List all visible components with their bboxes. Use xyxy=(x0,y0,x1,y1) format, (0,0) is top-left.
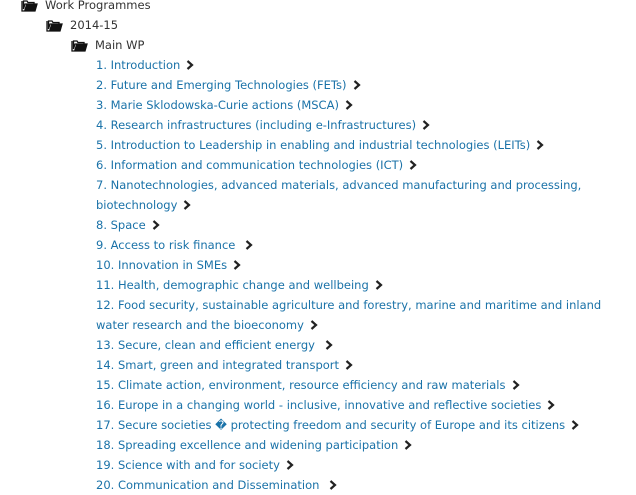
chevron-right-icon[interactable] xyxy=(325,340,333,350)
work-programme-list xyxy=(96,55,616,495)
wp-link[interactable]: 15. Climate action, environment, resource efficiency and raw materials xyxy=(96,378,506,392)
chevron-right-icon[interactable] xyxy=(310,320,318,330)
tree-label-work-programmes: Work Programmes xyxy=(45,0,151,12)
list-item xyxy=(96,395,616,415)
list-item xyxy=(96,235,616,255)
list-item xyxy=(96,335,616,355)
list-item xyxy=(96,255,616,275)
list-item xyxy=(96,175,616,215)
chevron-right-icon[interactable] xyxy=(152,220,160,230)
list-item xyxy=(96,375,616,395)
wp-link[interactable]: 10. Innovation in SMEs xyxy=(96,258,228,272)
chevron-right-icon[interactable] xyxy=(345,100,353,110)
wp-link[interactable]: 12. Food security, sustainable agriculture and forestry, marine and maritime and inland water research and the bioeconomy xyxy=(96,298,602,332)
chevron-right-icon[interactable] xyxy=(409,160,417,170)
list-item xyxy=(96,95,616,115)
tree-label-main-wp: Main WP xyxy=(95,38,145,52)
list-item xyxy=(96,115,616,135)
wp-link[interactable]: 8. Space xyxy=(96,218,146,232)
wp-link[interactable]: 20. Communication and Dissemination xyxy=(96,478,324,492)
folder-open-icon xyxy=(21,0,38,12)
wp-link[interactable]: 6. Information and communication technologies (ICT) xyxy=(96,158,404,172)
chevron-right-icon[interactable] xyxy=(329,480,337,490)
chevron-right-icon[interactable] xyxy=(536,140,544,150)
tree-node-main-wp[interactable] xyxy=(71,35,144,55)
wp-link[interactable]: 11. Health, demographic change and wellbeing xyxy=(96,278,369,292)
list-item xyxy=(96,415,616,435)
chevron-right-icon[interactable] xyxy=(183,200,191,210)
list-item xyxy=(96,135,616,155)
chevron-right-icon[interactable] xyxy=(404,440,412,450)
chevron-right-icon[interactable] xyxy=(233,260,241,270)
list-item xyxy=(96,475,616,495)
list-item xyxy=(96,55,616,75)
list-item xyxy=(96,275,616,295)
wp-link[interactable]: 1. Introduction xyxy=(96,58,181,72)
chevron-right-icon[interactable] xyxy=(286,460,294,470)
list-item xyxy=(96,155,616,175)
wp-link[interactable]: 17. Secure societies � protecting freedom and security of Europe and its citizens xyxy=(96,418,566,432)
wp-link[interactable]: 7. Nanotechnologies, advanced materials, advanced manufacturing and processing, biotechnology xyxy=(96,178,582,212)
tree-node-2014-15[interactable] xyxy=(46,15,118,35)
chevron-right-icon[interactable] xyxy=(345,360,353,370)
chevron-right-icon[interactable] xyxy=(245,240,253,250)
wp-link[interactable]: 5. Introduction to Leadership in enabling and industrial technologies (LEITs) xyxy=(96,138,531,152)
chevron-right-icon[interactable] xyxy=(353,80,361,90)
list-item xyxy=(96,455,616,475)
wp-link[interactable]: 13. Secure, clean and efficient energy xyxy=(96,338,319,352)
list-item xyxy=(96,75,616,95)
wp-link[interactable]: 18. Spreading excellence and widening participation xyxy=(96,438,399,452)
list-item xyxy=(96,215,616,235)
chevron-right-icon[interactable] xyxy=(571,420,579,430)
list-item xyxy=(96,355,616,375)
tree-node-work-programmes[interactable] xyxy=(21,0,151,15)
chevron-right-icon[interactable] xyxy=(186,60,194,70)
chevron-right-icon[interactable] xyxy=(422,120,430,130)
tree-label-2014-15: 2014-15 xyxy=(70,18,119,32)
folder-open-icon xyxy=(71,39,88,52)
list-item xyxy=(96,435,616,455)
wp-link[interactable]: 4. Research infrastructures (including e-Infrastructures) xyxy=(96,118,417,132)
wp-link[interactable]: 14. Smart, green and integrated transport xyxy=(96,358,340,372)
wp-link[interactable]: 16. Europe in a changing world - inclusive, innovative and reflective societies xyxy=(96,398,542,412)
list-item xyxy=(96,295,616,335)
wp-link[interactable]: 9. Access to risk finance xyxy=(96,238,240,252)
wp-link[interactable]: 2. Future and Emerging Technologies (FETs) xyxy=(96,78,347,92)
chevron-right-icon[interactable] xyxy=(547,400,555,410)
chevron-right-icon[interactable] xyxy=(512,380,520,390)
chevron-right-icon[interactable] xyxy=(375,280,383,290)
folder-open-icon xyxy=(46,19,63,32)
wp-link[interactable]: 3. Marie Sklodowska-Curie actions (MSCA) xyxy=(96,98,339,112)
wp-link[interactable]: 19. Science with and for society xyxy=(96,458,280,472)
